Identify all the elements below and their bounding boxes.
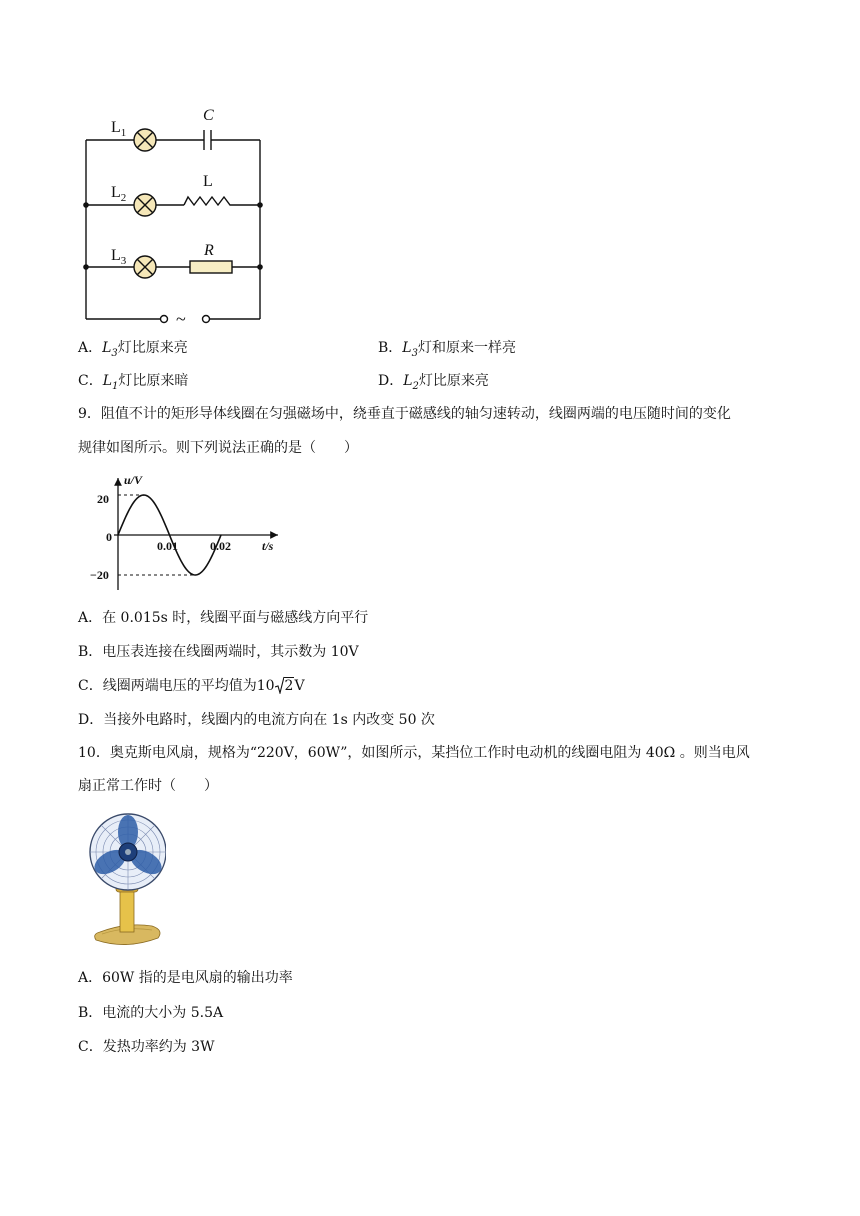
option-var: L [102, 340, 112, 356]
option-text: 灯比原来亮 [418, 373, 489, 389]
option-text: 灯比原来暗 [118, 373, 189, 389]
q9-option-d[interactable]: D．当接外电路时，线圈内的电流方向在 1s 内改变 50 次 [78, 712, 435, 728]
option-text: C．线圈两端电压的平均值为 [78, 678, 257, 694]
q8-option-b[interactable] [378, 338, 516, 364]
data-point [182, 563, 183, 564]
q9-stem-line1: 9．阻值不计的矩形导体线圈在匀强磁场中，绕垂直于磁感线的轴匀速转动，线圈两端的电压随时间的变化 [78, 406, 731, 422]
option-prefix: B． [378, 340, 403, 356]
q9-option-a[interactable]: A．在 0.015s 时，线圈平面与磁感线方向平行 [78, 610, 369, 626]
label-l3: $L_3$ [111, 247, 127, 267]
q10-stem-line1: 10．奥克斯电风扇，规格为“220V，60W”，如图所示，某挡位工作时电动机的线圈电阻为 40Ω 。则当电风 [78, 745, 750, 761]
q10-option-a[interactable]: A．60W 指的是电风扇的输出功率 [78, 970, 293, 986]
option-prefix: A． [78, 340, 103, 356]
y-axis-label: u/V [124, 473, 143, 487]
label-ac-source: ~ [176, 309, 186, 329]
q10-option-c[interactable]: C．发热功率约为 3W [78, 1039, 215, 1055]
q10-option-b[interactable]: B．电流的大小为 5.5A [78, 1005, 224, 1021]
option-prefix: C． [78, 373, 103, 389]
option-sub: 2 [412, 380, 419, 392]
q9-option-c[interactable] [78, 676, 305, 696]
origin-tick: 0 [106, 530, 112, 544]
label-capacitor: C [203, 107, 214, 124]
data-point [220, 534, 221, 535]
sqrt-radicand: 2 [284, 678, 294, 694]
data-point [117, 534, 118, 535]
option-sub: 3 [111, 347, 118, 359]
option-sub: 3 [411, 347, 418, 359]
data-point [169, 534, 170, 535]
sqrt-symbol [275, 676, 295, 696]
q9-option-b[interactable]: B．电压表连接在线圈两端时，其示数为 10V [78, 644, 359, 660]
lamp-l3-icon [134, 256, 156, 278]
label-resistor: R [204, 242, 214, 259]
option-text: 灯和原来一样亮 [417, 340, 516, 356]
q8-option-a[interactable] [78, 338, 188, 364]
y-tick-top: 20 [97, 492, 109, 506]
q8-option-c[interactable] [78, 371, 188, 397]
data-point [156, 506, 157, 507]
label-l2: $L_2$ [111, 184, 127, 204]
data-point [208, 563, 209, 564]
q9-stem-line2: 规律如图所示。则下列说法正确的是（ ） [78, 440, 358, 456]
lamp-l1-icon [134, 129, 156, 151]
option-text: 灯比原来亮 [117, 340, 188, 356]
y-tick-bottom: −20 [90, 568, 109, 582]
x-axis-label: t/s [262, 539, 274, 553]
circuit-diagram [78, 100, 268, 330]
option-sub: 1 [112, 380, 119, 392]
electric-fan-image [86, 810, 166, 950]
lamp-l2-icon [134, 194, 156, 216]
x-tick-1: 0.01 [157, 539, 178, 553]
q8-option-d[interactable] [378, 371, 489, 397]
option-var: L [102, 373, 113, 389]
data-point [130, 506, 131, 507]
label-inductor: L [203, 173, 213, 190]
option-var: L [403, 373, 413, 389]
x-tick-2: 0.02 [210, 539, 231, 553]
option-prefix: D． [378, 373, 404, 389]
voltage-time-graph [86, 472, 286, 594]
option-var: L [402, 340, 412, 356]
option-coef: 10 [256, 678, 275, 694]
option-unit: V [294, 678, 305, 694]
label-l1: $L_1$ [111, 119, 127, 139]
q10-stem-line2: 扇正常工作时（ ） [78, 778, 218, 794]
